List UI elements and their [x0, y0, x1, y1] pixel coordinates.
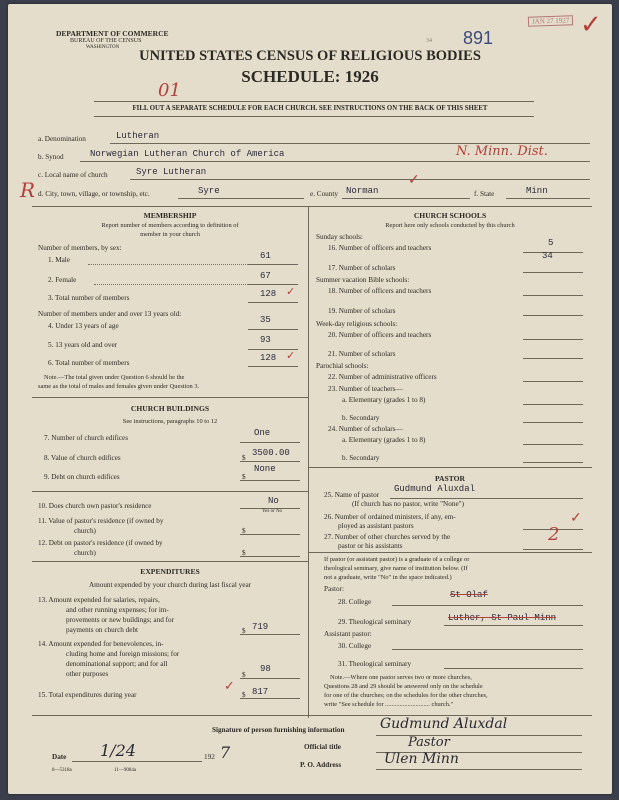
scholars-elementary-label: a. Elementary (grades 1 to 8) [342, 436, 426, 444]
female-value[interactable]: 67 [260, 271, 271, 281]
dollar-sign: $ [242, 691, 246, 699]
other-churches-value[interactable]: 2 [548, 524, 560, 545]
schools-title: CHURCH SCHOOLS [413, 211, 487, 220]
sunday-officers-label: 16. Number of officers and teachers [328, 244, 432, 252]
membership-intro-2: member in your church [140, 231, 200, 238]
dollar-sign: $ [242, 527, 246, 535]
expense-13-label-3: provements or new buildings; and for [66, 616, 174, 624]
parochial-scholars-label: 24. Number of scholars— [328, 425, 403, 433]
residence-value-label: 11. Value of pastor's residence (if owned by [38, 517, 164, 525]
synod-label: b. Synod [38, 153, 64, 161]
male-value[interactable]: 61 [260, 251, 271, 261]
expense-14-label: 14. Amount expended for benevolences, in- [38, 640, 164, 648]
education-note-2: theological seminary, give name of institution below. (If [324, 565, 468, 572]
dollar-sign: $ [242, 627, 246, 635]
official-title-value[interactable]: Pastor [408, 735, 450, 750]
dollar-sign: $ [242, 549, 246, 557]
city-value[interactable]: Syre [198, 186, 220, 196]
education-note: If pastor (or assistant pastor) is a graduate of a college or [324, 556, 470, 563]
pastor-note-4: write "See schedule for ............................ church." [324, 701, 454, 708]
handwritten-code: 01 [158, 80, 181, 101]
total-members-2-value[interactable]: 128 [260, 353, 277, 363]
membership-title: MEMBERSHIP [143, 211, 197, 220]
membership-intro: Report number of members according to definition of [101, 222, 239, 229]
edifices-value[interactable]: One [254, 428, 271, 438]
assistant-college-label: 30. College [338, 642, 372, 650]
parochial-officers-label: 22. Number of administrative officers [328, 373, 437, 381]
total-check-2-icon: ✓ [286, 350, 296, 362]
expense-14-label-2: cluding home and foreign missions; for [66, 650, 180, 658]
female-label: 2. Female [48, 276, 77, 284]
college-value[interactable]: St Olaf [450, 590, 488, 600]
local-name-value[interactable]: Syre Lutheran [136, 167, 207, 177]
dollar-sign: $ [242, 671, 246, 679]
official-title-label: Official title [304, 743, 341, 751]
scholars-secondary-label: b. Secondary [342, 454, 380, 462]
pastor-name-value[interactable]: Gudmund Aluxdal [394, 484, 476, 494]
edifice-value-value[interactable]: 3500.00 [252, 448, 290, 458]
city-label: WASHINGTON [86, 45, 120, 50]
total-expense-value[interactable]: 817 [252, 687, 269, 697]
residence-debt-label: 12. Debt on pastor's residence (if owned by [38, 539, 163, 547]
summer-officers-label: 18. Number of officers and teachers [328, 287, 432, 295]
pastor-note: Note.—Where one pastor serves two or more churches, [330, 674, 472, 681]
year-prefix: 192 [204, 753, 215, 761]
pastor-name-label: 25. Name of pastor [324, 491, 380, 499]
received-stamp: JAN 27 1927 [528, 15, 574, 27]
total-expense-check-icon: ✓ [224, 678, 235, 693]
edifice-debt-label: 9. Debt on church edifices [44, 473, 120, 481]
expense-13-value[interactable]: 719 [252, 622, 269, 632]
ordained-ministers-label-2: ployed as assistant pastors [338, 522, 414, 530]
edifices-label: 7. Number of church edifices [44, 434, 129, 442]
total-members-value[interactable]: 128 [260, 289, 277, 299]
sunday-schools-label: Sunday schools: [316, 233, 363, 241]
pastor-title: PASTOR [434, 474, 466, 483]
residence-label: 10. Does church own pastor's residence [38, 502, 152, 510]
sunday-scholars-value[interactable]: 34 [542, 251, 553, 261]
census-form-sheet [8, 4, 612, 794]
seminary-label: 29. Theological seminary [338, 618, 412, 626]
other-churches-label-2: pastor or his assistants [338, 542, 403, 550]
college-label: 28. College [338, 598, 372, 606]
expense-14-label-4: other purposes [66, 670, 109, 678]
instructions-banner: FILL OUT A SEPARATE SCHEDULE FOR EACH CHURCH. SEE INSTRUCTIONS ON THE BACK OF THIS SHEET [132, 105, 488, 112]
under-13-value[interactable]: 35 [260, 315, 271, 325]
pastor-note-3: for one of the churches; on the schedules for the other churches, [324, 692, 488, 699]
print-code-2: 11—9084a [114, 768, 137, 773]
signature-label: Signature of person furnishing information [212, 726, 345, 734]
pastor-none-hint: (If church has no pastor, write "None") [352, 500, 464, 508]
expense-13-label-2: and other running expenses; for im- [66, 606, 169, 614]
signature-value[interactable]: Gudmund Aluxdal [380, 716, 508, 732]
county-value[interactable]: Norman [346, 186, 379, 196]
weekday-officers-label: 20. Number of officers and teachers [328, 331, 432, 339]
over-13-label: 5. 13 years old and over [48, 341, 118, 349]
local-name-label: c. Local name of church [38, 171, 108, 179]
year-value[interactable]: 7 [220, 743, 231, 762]
assistant-pastor-label: Assistant pastor: [324, 630, 372, 638]
expense-13-label-4: payments on church debt [66, 626, 139, 634]
assistant-seminary-label: 31. Theological seminary [338, 660, 412, 668]
county-check-icon: ✓ [408, 173, 420, 188]
weekday-schools-label: Week-day religious schools: [316, 320, 398, 328]
residence-value[interactable]: No [268, 496, 279, 506]
membership-note-2: same as the total of males and females given under Question 3. [38, 383, 200, 390]
parochial-schools-label: Parochial schools: [316, 362, 369, 370]
total-members-label: 3. Total number of members [48, 294, 130, 302]
expense-14-label-3: denominational support; and for all [66, 660, 168, 668]
total-expense-label: 15. Total expenditures during year [38, 691, 137, 699]
ordained-ministers-label: 26. Number of ordained ministers, if any, em- [324, 513, 456, 521]
denomination-value[interactable]: Lutheran [116, 131, 160, 141]
under-13-label: 4. Under 13 years of age [48, 322, 119, 330]
expenditures-intro: Amount expended by your church during last fiscal year [88, 581, 252, 589]
state-label: f. State [474, 190, 495, 198]
date-label: Date [52, 753, 67, 761]
other-churches-check-icon: ✓ [570, 511, 582, 526]
membership-note: Note.—The total given under Question 6 should be the [44, 374, 185, 381]
pastor-note-2: Questions 28 and 29 should be answered only on the schedule [324, 683, 483, 690]
weekday-scholars-label: 21. Number of scholars [328, 350, 396, 358]
edifice-value-label: 8. Value of church edifices [44, 454, 121, 462]
sunday-scholars-label: 17. Number of scholars [328, 264, 396, 272]
county-label: e. County [310, 190, 338, 198]
denomination-label: a. Denomination [38, 135, 86, 143]
check-mark-icon: ✓ [580, 10, 602, 39]
city-label: d. City, town, village, or township, etc. [38, 190, 150, 198]
teachers-secondary-label: b. Secondary [342, 414, 380, 422]
male-label: 1. Male [48, 256, 70, 264]
members-by-sex-label: Number of members, by sex: [38, 244, 122, 252]
buildings-title: CHURCH BUILDINGS [130, 404, 210, 413]
schools-intro: Report here only schools conducted by this church [385, 222, 515, 229]
print-code: 8—5318a [52, 768, 72, 773]
dollar-sign: $ [242, 473, 246, 481]
expense-13-label: 13. Amount expended for salaries, repairs, [38, 596, 160, 604]
pastor-education-label: Pastor: [324, 585, 344, 593]
state-value[interactable]: Minn [526, 186, 548, 196]
residence-debt-label-2: church) [74, 549, 96, 557]
education-note-3: not a graduate, write "No" in the space indicated.) [324, 574, 452, 581]
form-title: UNITED STATES CENSUS OF RELIGIOUS BODIES [139, 48, 481, 64]
other-churches-label: 27. Number of other churches served by the [324, 533, 451, 541]
parochial-teachers-label: 23. Number of teachers— [328, 385, 403, 393]
expense-14-value[interactable]: 98 [260, 664, 271, 674]
edifice-debt-value[interactable]: None [254, 464, 276, 474]
residence-value-label-2: church) [74, 527, 96, 535]
schedule-number: 891 [463, 28, 494, 48]
date-value[interactable]: 1/24 [100, 741, 136, 760]
po-address-label: P. O. Address [300, 761, 342, 769]
summer-schools-label: Summer vacation Bible schools: [316, 276, 410, 284]
handwritten-mark: R [20, 178, 36, 202]
synod-district-note: N. Minn. Dist. [456, 144, 548, 159]
total-check-icon: ✓ [286, 286, 296, 298]
total-members-2-label: 6. Total number of members [48, 359, 130, 367]
members-by-age-label: Number of members under and over 13 years old: [38, 310, 182, 318]
bureau-label: BUREAU OF THE CENSUS [70, 38, 142, 44]
sunday-officers-value[interactable]: 5 [548, 238, 554, 248]
summer-scholars-label: 19. Number of scholars [328, 307, 396, 315]
stamp-number: 34 [426, 38, 432, 44]
over-13-value[interactable]: 93 [260, 335, 271, 345]
seminary-value[interactable]: Luther, St Paul Minn [448, 613, 557, 623]
teachers-elementary-label: a. Elementary (grades 1 to 8) [342, 396, 426, 404]
expenditures-title: EXPENDITURES [140, 567, 200, 576]
department-label: DEPARTMENT OF COMMERCE [56, 29, 169, 38]
po-address-value[interactable]: Ulen Minn [384, 751, 459, 767]
yes-no-hint: Yes or No [262, 509, 283, 514]
dollar-sign: $ [242, 454, 246, 462]
schedule-year: SCHEDULE: 1926 [241, 67, 379, 86]
synod-value[interactable]: Norwegian Lutheran Church of America [90, 149, 285, 159]
buildings-intro: See instructions, paragraphs 10 to 12 [122, 418, 218, 425]
